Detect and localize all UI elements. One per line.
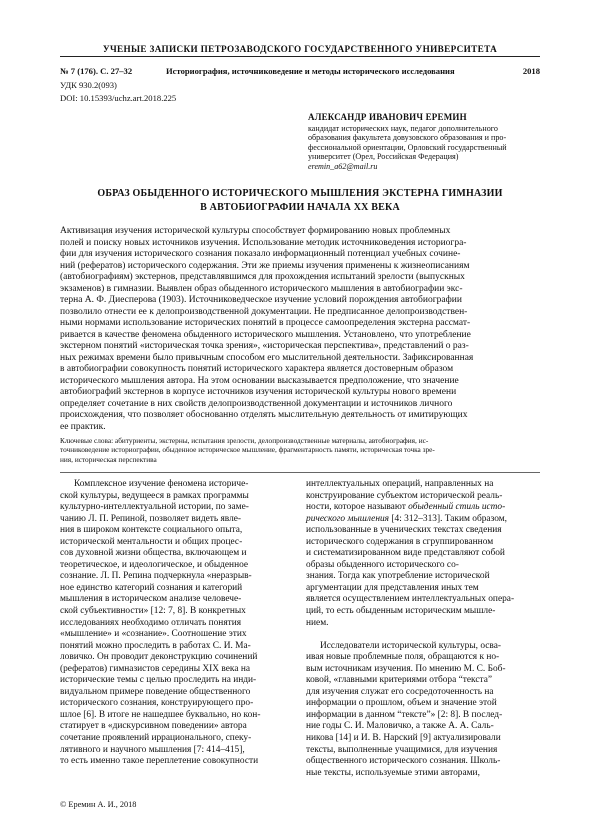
- body-text-line: знания. Тогда как употребление исторической: [306, 571, 490, 582]
- abstract-line: ривается в качестве феномена обыденного исторического мышления. Установлено, что употребление: [60, 329, 471, 340]
- abstract-line: ными нормами использование исторических понятий в процессе самоопределения экстерна рассмат-: [60, 318, 471, 328]
- body-text-line: ние годы С. И. Маловичко, а также А. А. Саль-: [306, 721, 494, 732]
- body-text-line: исторического сознания, конструирующего про-: [60, 698, 254, 709]
- abstract-line: происхождения, что позволяет обоснованно отделять мыслительную деятельность от имитирующих: [60, 410, 468, 420]
- body-text-line: ской культуры, ведущееся в рамках программы: [60, 490, 249, 501]
- body-text-line: то есть именно такое переплетение совокупности: [60, 756, 259, 767]
- abstract-line: автобиографий экстернов в корпусе источников изучения исторической культуры нового времени: [60, 387, 457, 397]
- abstract-line: ных режимах времени было привычным способом его мыслительной деятельности. Зафиксированная: [60, 352, 474, 363]
- author-block: [308, 113, 540, 172]
- journal-title: УЧЕНЫЕ ЗАПИСКИ ПЕТРОЗАВОДСКОГО ГОСУДАРСТВЕННОГО УНИВЕРСИТЕТА: [102, 44, 498, 54]
- author-affiliation-line: фессиональной ориентации, Орловский государственный: [308, 142, 507, 152]
- body-text-line: исторической ментальности и общих процес-: [60, 536, 243, 547]
- abstract-line: в автобиографии совокупность понятий исторического характера является достоверным образом: [60, 364, 454, 374]
- body-column-right: [306, 479, 541, 779]
- abstract-line: (автобиографиям) экстернов, представлявшимся для прохождения испытаний зрелости (выпускных: [60, 272, 465, 282]
- author-affiliation-line: образования факультета довузовского образования и про-: [308, 133, 507, 143]
- body-text-line: ивая новые проблемные поля, обращаются к но-: [306, 652, 500, 663]
- body-text-line: (рефератов) гимназистов середины XIX века на: [60, 663, 251, 674]
- author-affiliation-line: кандидат исторических наук, педагог дополнительного: [308, 123, 498, 133]
- body-text-line: образы обыденного исторического со-: [306, 559, 459, 570]
- body-text-line: информации о прошлом, объем и значение этой: [306, 698, 497, 709]
- abstract: [60, 226, 540, 433]
- abstract-line: экстерном понятий «историческая точка зрения», «историческая перспектива», представлений о раз-: [60, 341, 469, 351]
- body-text-line: ное единство категорий сознания и категорий: [60, 582, 243, 593]
- body-text-line: и систематизированном виде представляют собой: [306, 548, 505, 559]
- body-text-line: исследованиях необходимо отличать понятия: [60, 617, 242, 628]
- issue-year: 2018: [522, 66, 540, 76]
- body-text-line: исторического содержания в сгруппированном: [306, 536, 494, 547]
- abstract-line: ее практик.: [60, 421, 106, 432]
- body-text-segment: [4: 312–313]. Таким образом,: [389, 513, 508, 524]
- body-text-line: ния в широком контексте социального опыта,: [60, 525, 243, 536]
- header-rule: [60, 56, 540, 57]
- body-text-line: ций, то есть обыденным историческим мышле-: [306, 606, 496, 617]
- body-text-line: информации в данном “тексте”» [2: 8]. В послед-: [306, 709, 503, 720]
- body-text-line: является осуществлением интеллектуальных опера-: [306, 594, 515, 605]
- body-text-line: ные тексты, используемые этими авторами,: [306, 767, 480, 778]
- body-text-line: конструирование субъектом исторической реаль-: [306, 490, 503, 501]
- body-text-line: Комплексное изучение феномена историче-: [74, 479, 249, 489]
- abstract-line: терна А. Ф. Диесперова (1903). Источниковедческое изучение условий порождения автобиографии: [60, 295, 462, 305]
- body-text-line: нием.: [306, 617, 329, 628]
- paragraph-gap: [306, 629, 541, 641]
- body-text-line: «мышление» и «сознание». Соотношение этих: [60, 629, 247, 640]
- body-text-line: исторические темы с целью проследить на инди-: [60, 675, 257, 686]
- abstract-line: позволило отнести ее к делопроизводственной документации. Не предписанное делопроизводствен-: [60, 306, 468, 317]
- body-text-line: Исследователи исторической культуры, осва-: [320, 640, 502, 651]
- abstract-line: фии для изучения исторического сознания показало информационный потенциал учебных сочине-: [60, 249, 461, 259]
- body-text-line: вым источникам изучения. По мнению М. С. Боб-: [306, 663, 506, 674]
- body-text-line: лятивного и научного мышления [7: 414–415],: [60, 744, 245, 755]
- body-text-line: чанию Л. П. Репиной, позволяет видеть явле-: [60, 513, 242, 524]
- body-text-line: сочетание проявлений иррационального, спеку-: [60, 733, 252, 744]
- abstract-line: полей и поиску новых источников изучения. Использование методик источниковедения историогра-: [60, 237, 467, 248]
- body-text-line: никова [14] и И. В. Нарский [9] актуализировали: [306, 733, 501, 744]
- body-text-line: мышления в историческом анализе человече-: [60, 594, 242, 605]
- udk-code: УДК 930.2(093): [60, 80, 117, 90]
- body-text-line: культурно-интеллектуальной истории, по заме-: [60, 502, 249, 513]
- body-text-line: понятий можно проследить в работах С. И. Ма-: [60, 640, 251, 651]
- body-text-line: общественного исторического сознания. Школь-: [306, 756, 501, 767]
- copyright-notice: © Еремин А. И., 2018: [60, 800, 137, 809]
- author-affiliation-line: университет (Орел, Российская Федерация): [308, 152, 459, 162]
- keywords: [60, 436, 540, 464]
- body-text-line: использованные в ученических текстах сведения: [306, 525, 502, 536]
- keywords-line: ния, историческая перспектива: [60, 454, 157, 464]
- keywords-line: Ключевые слова: абитуриенты, экстерны, испытания зрелости, делопроизводственные материалы, автобиография, ис-: [60, 436, 429, 445]
- body-text-line: теоретическое, и идеологическое, и обыденное: [60, 559, 249, 570]
- article-title: [60, 187, 540, 215]
- article-title-line: ОБРАЗ ОБЫДЕННОГО ИСТОРИЧЕСКОГО МЫШЛЕНИЯ ЭКСТЕРНА ГИМНАЗИИ: [97, 188, 503, 199]
- body-text-line: сознание. Л. П. Репина подчеркнула «неразрыв-: [60, 571, 252, 582]
- body-text-line: тексты, выполненные учащимися, для изучения: [306, 744, 498, 755]
- issue-number: № 7 (176). С. 27–32: [60, 66, 133, 76]
- author-name: АЛЕКСАНДР ИВАНОВИЧ ЕРЕМИН: [308, 112, 467, 122]
- italic-term: обыденный стиль исто-: [408, 502, 506, 513]
- abstract-line: экзаменов) в гимназии. Выявлен образ обыденного исторического мышления в автобиографии экс-: [60, 283, 463, 294]
- body-text-line: [306, 514, 541, 526]
- abstract-line: исторического мышления автора. На этом основании высказывается предположение, что значение: [60, 375, 459, 386]
- body-text-line: сов духовной жизни общества, включающем и: [60, 548, 247, 559]
- body-text-line: аргументации для представления иных тем: [306, 582, 479, 593]
- body-separator: [60, 472, 540, 473]
- body-text-line: ковой, «главными критериями отбора “текста”: [306, 675, 493, 686]
- body-text-line: ской субъективности» [12: 7, 8]. В конкретных: [60, 606, 246, 617]
- abstract-line: определяет сочетание в них свойств делопроизводственной документации и источников личного: [60, 398, 453, 409]
- body-text-line: статирует в «дискурсивном поведении» автора: [60, 721, 247, 732]
- doi-link[interactable]: DOI: 10.15393/uchz.art.2018.225: [60, 93, 177, 103]
- body-text-line: для изучения служат его сосредоточенность на: [306, 686, 494, 697]
- body-text-line: интеллектуальных операций, направленных на: [306, 479, 494, 489]
- author-email[interactable]: eremin_a62@mail.ru: [308, 161, 378, 171]
- body-text-line: видуальном примере поведение общественного: [60, 686, 251, 697]
- body-column-left: [60, 479, 295, 768]
- body-text-line: ловичко. Он проводит деконструкцию сочинений: [60, 652, 258, 663]
- article-title-line: В АВТОБИОГРАФИИ НАЧАЛА XX ВЕКА: [200, 202, 400, 213]
- abstract-line: Активизация изучения исторической культуры способствует формированию новых проблемных: [60, 226, 451, 236]
- abstract-line: ний (рефератов) исторического содержания. Эти же приемы изучения применены к жизнеописаниям: [60, 260, 470, 271]
- body-text-line: [306, 502, 541, 514]
- italic-term: рического мышления: [306, 513, 390, 524]
- keywords-line: точниковедение историографии, обыденное историческое мышление, фрагментарность памяти, историческая точка зре-: [60, 445, 435, 455]
- section-rubric: Историография, источниковедение и методы исторического исследования: [166, 66, 455, 76]
- body-text-line: шлое [6]. В итоге не нашедшее буквально, но кон-: [60, 709, 261, 720]
- body-text-segment: ности, которое называют: [306, 502, 409, 513]
